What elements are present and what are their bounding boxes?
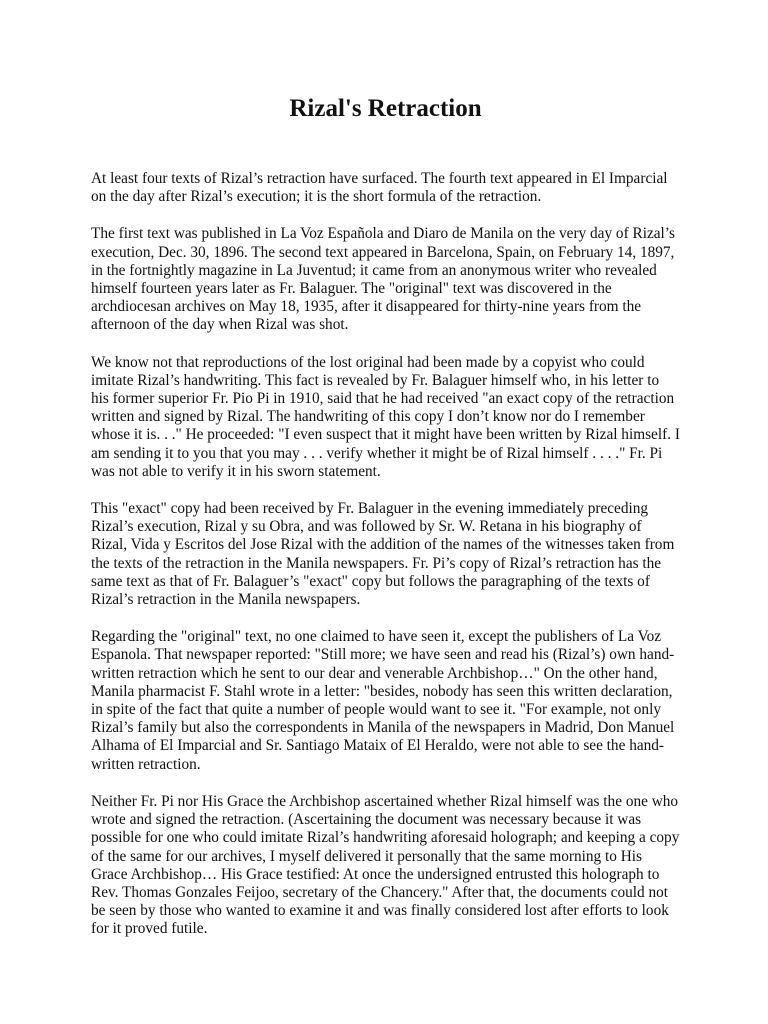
- document-title: Rizal's Retraction: [289, 95, 482, 122]
- paragraph-6: Neither Fr. Pi nor His Grace the Archbishop ascertained whether Rizal himself was the one who wrote and signed the retraction. (Ascertaining the document was necessary because it was possible for one who could imitate Rizal’s handwriting aforesaid holograph; and keeping a copy of the same for our archives, I myself delivered it personally that the same morning to His Grace Archbishop… His Grace testified: At once the undersigned entrusted this holograph to Rev. Thomas Gonzales Feijoo, secretary of the Chancery." After that, the documents could not be seen by those who wanted to examine it and was finally considered lost after efforts to look for it proved futile.: [91, 792, 680, 938]
- paragraph-3: We know not that reproductions of the lost original had been made by a copyist who could imitate Rizal’s handwriting. This fact is revealed by Fr. Balaguer himself who, in his letter to his former superior Fr. Pio Pi in 1910, said that he had received "an exact copy of the retraction written and signed by Rizal. The handwriting of this copy I don’t know nor do I remember whose it is. . ." He proceeded: "I even suspect that it might have been written by Rizal himself. I am sending it to you that you may . . . verify whether it might be of Rizal himself . . . ." Fr. Pi was not able to verify it in his sworn statement.: [91, 353, 680, 480]
- paragraph-1: At least four texts of Rizal’s retraction have surfaced. The fourth text appeared in El Imparcial on the day after Rizal’s execution; it is the short formula of the retraction.: [91, 170, 668, 206]
- paragraph-4: This "exact" copy had been received by Fr. Balaguer in the evening immediately preceding Rizal’s execution, Rizal y su Obra, and was followed by Sr. W. Retana in his biography of Rizal, Vida y Escritos del Jose Rizal with the addition of the names of the witnesses taken from the texts of the retraction in the Manila newspapers. Fr. Pi’s copy of Rizal’s retraction has the same text as that of Fr. Balaguer’s "exact" copy but follows the paragraphing of the texts of Rizal’s retraction in the Manila newspapers.: [91, 500, 675, 609]
- paragraph-2: The first text was published in La Voz Española and Diaro de Manila on the very day of Rizal’s execution, Dec. 30, 1896. The second text appeared in Barcelona, Spain, on February 14, 1897, in the fortnightly magazine in La Juventud; it came from an anonymous writer who revealed himself fourteen years later as Fr. Balaguer. The "original" text was discovered in the archdiocesan archives on May 18, 1935, after it disappeared for thirty-nine years from the afternoon of the day when Rizal was shot.: [91, 225, 675, 334]
- paragraph-5: Regarding the "original" text, no one claimed to have seen it, except the publishers of La Voz Espanola. That newspaper reported: "Still more; we have seen and read his (Rizal’s) own hand-written retraction which he sent to our dear and venerable Archbishop…" On the other hand, Manila pharmacist F. Stahl wrote in a letter: "besides, nobody has seen this written declaration, in spite of the fact that quite a number of people would want to see it. "For example, not only Rizal’s family but also the correspondents in Manila of the newspapers in Madrid, Don Manuel Alhama of El Imparcial and Sr. Santiago Mataix of El Heraldo, were not able to see the hand-written retraction.: [91, 628, 675, 773]
